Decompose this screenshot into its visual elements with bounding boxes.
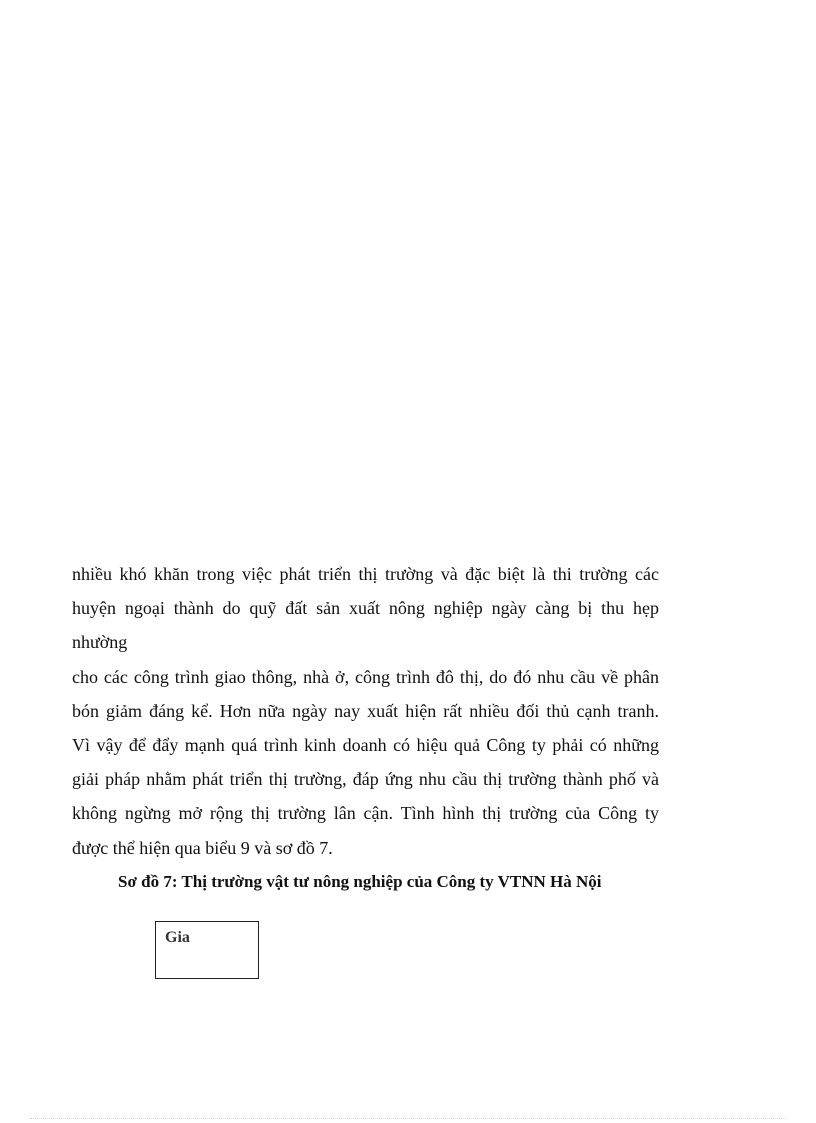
body-text-line-5: bón giảm đáng kể. Hơn nữa ngày nay xuất hiện rất nhiều đối thủ cạnh tranh. xyxy=(72,701,659,721)
body-text-line-7: giải pháp nhằm phát triển thị trường, đáp ứng nhu cầu thị trường thành phố và xyxy=(72,769,659,789)
body-text-line-6: Vì vậy để đẩy mạnh quá trình kinh doanh có hiệu quả Công ty phải có những xyxy=(72,735,659,755)
page-bottom-divider xyxy=(30,1118,786,1119)
diagram-box-label: Gia xyxy=(165,929,190,946)
figure-caption: Sơ đồ 7: Thị trường vật tư nông nghiệp của Công ty VTNN Hà Nội xyxy=(118,872,602,891)
body-text-line-1: nhiều khó khăn trong việc phát triển thị trường và đặc biệt là thi trường các xyxy=(72,564,659,584)
body-text-line-2: huyện ngoại thành do quỹ đất sản xuất nông nghiệp ngày càng bị thu hẹp xyxy=(72,598,659,618)
diagram-box xyxy=(155,921,259,979)
body-text-line-9: được thể hiện qua biểu 9 và sơ đồ 7. xyxy=(72,838,333,858)
body-text-line-4: cho các công trình giao thông, nhà ở, công trình đô thị, do đó nhu cầu về phân xyxy=(72,667,659,687)
body-text-line-3: nhường xyxy=(72,632,128,652)
body-text-line-8: không ngừng mở rộng thị trường lân cận. Tình hình thị trường của Công ty xyxy=(72,803,659,823)
